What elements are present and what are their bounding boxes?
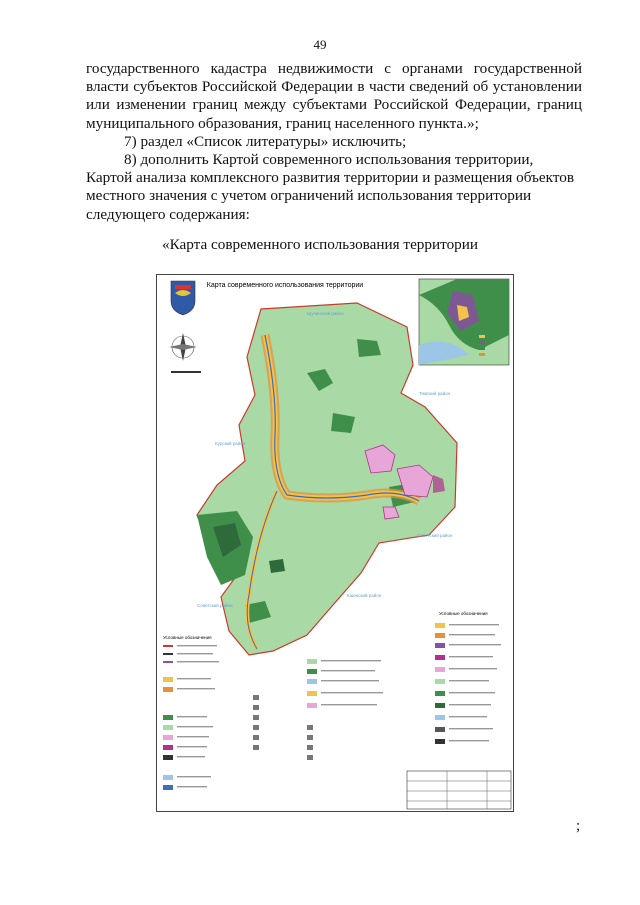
neighbor-label: Курский район <box>215 441 246 446</box>
end-mark: ; <box>576 818 581 834</box>
paragraph-item-8: 8) дополнить Картой современного использования территории, Картой анализа комплексного развития территории и размещения объектов местного значения с учетом ограничений использования территории следующего содержания: <box>86 151 575 223</box>
legend-title: Условные обозначения <box>439 611 488 616</box>
document-body <box>86 60 582 224</box>
neighbor-label: Щучинский район <box>307 311 344 316</box>
map-figure <box>156 274 514 812</box>
territory-map <box>197 303 457 655</box>
map-heading: «Карта современного использования территории <box>161 236 479 253</box>
legend-title: Условные обозначения <box>163 635 212 640</box>
page-number: 49 <box>313 37 327 52</box>
legend-middle <box>253 659 383 760</box>
neighbor-label: Советский район <box>417 533 453 538</box>
map-title: Карта современного использования территории <box>206 282 364 289</box>
drawing-title-block <box>407 771 511 809</box>
legend-right <box>435 611 501 744</box>
neighbor-label: Кшенский район <box>347 593 382 598</box>
neighbor-label: Советский район <box>197 603 233 608</box>
compass-rose-icon <box>169 333 197 361</box>
paragraph-continuation: государственного кадастра недвижимости с органами государственной власти субъектов Российской Федерации в части сведений об установлении или изменении границ между субъектами Российской Федерации, границ муниципального образования, границ населенного пункта.»; <box>86 60 582 132</box>
neighbor-label: Тимский район <box>419 391 451 396</box>
legend-left <box>163 635 219 790</box>
coat-of-arms <box>171 281 195 315</box>
inset-map <box>419 279 509 365</box>
paragraph-item-7: 7) раздел «Список литературы» исключить; <box>124 132 407 150</box>
